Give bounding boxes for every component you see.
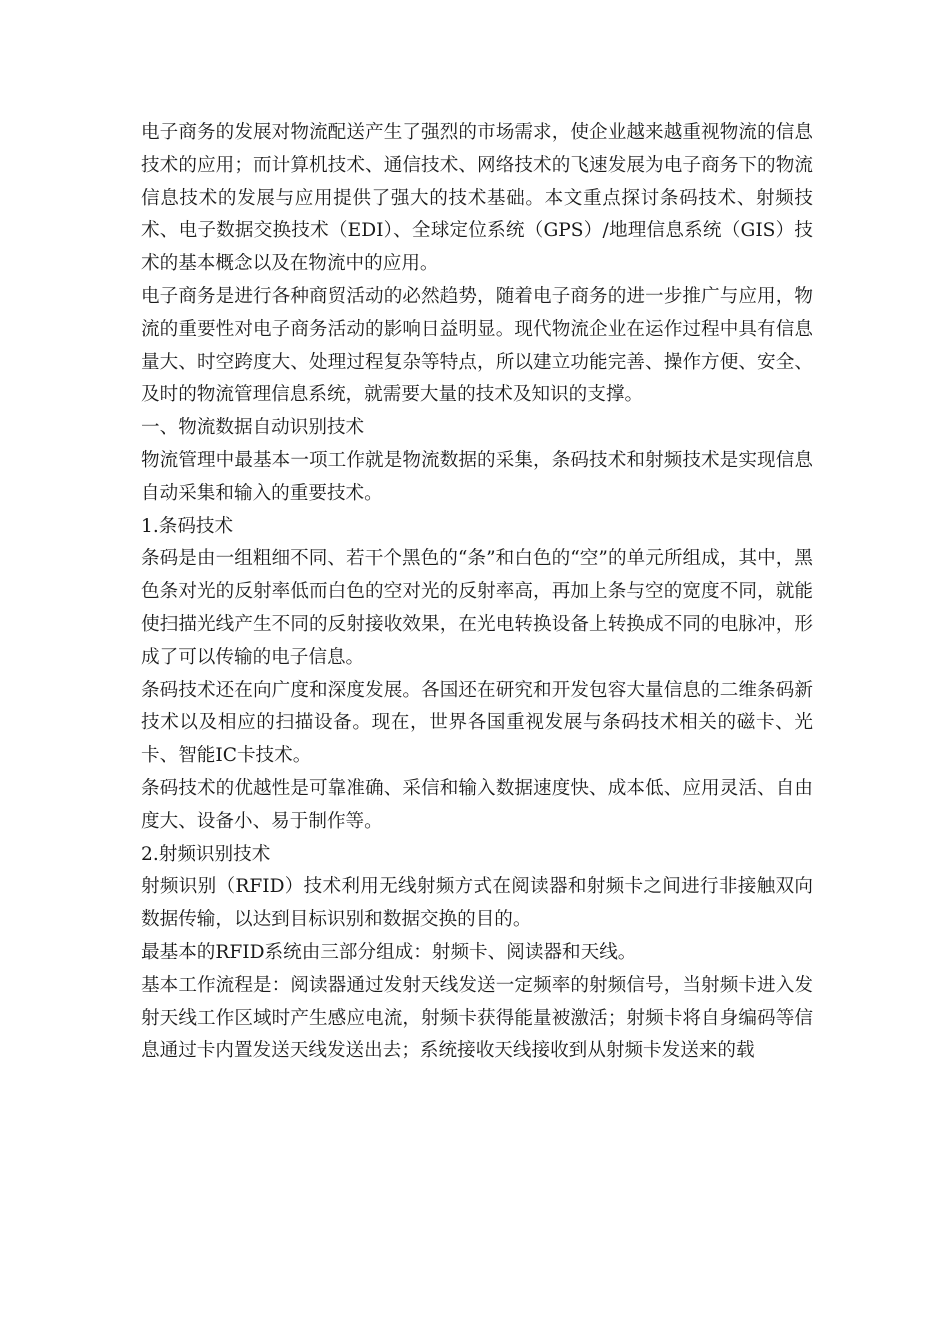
paragraph-rfid-components: 最基本的RFID系统由三部分组成：射频卡、阅读器和天线。 — [141, 941, 637, 963]
document-body — [141, 117, 813, 1068]
paragraph-barcode-development: 条码技术还在向广度和深度发展。各国还在研究和开发包容大量信息的二维条码新技术以及相应的扫描设备。现在，世界各国重视发展与条码技术相关的磁卡、光卡、智能IC卡技术。 — [141, 679, 813, 767]
paragraph-barcode-advantages: 条码技术的优越性是可靠准确、采信和输入数据速度快、成本低、应用灵活、自由度大、设备小、易于制作等。 — [141, 777, 813, 832]
subsection-heading-barcode: 1.条码技术 — [141, 515, 234, 537]
paragraph-intro: 电子商务的发展对物流配送产生了强烈的市场需求，使企业越来越重视物流的信息技术的应用；而计算机技术、通信技术、网络技术的飞速发展为电子商务下的物流信息技术的发展与应用提供了强大的技术基础。本文重点探讨条码技术、射频技术、电子数据交换技术（EDI）、全球定位系统（GPS）/地理信息系统（GIS）技术的基本概念以及在物流中的应用。 — [141, 122, 813, 275]
paragraph-rfid-definition: 射频识别（RFID）技术利用无线射频方式在阅读器和射频卡之间进行非接触双向数据传输，以达到目标识别和数据交换的目的。 — [141, 876, 813, 931]
paragraph-data-collection: 物流管理中最基本一项工作就是物流数据的采集，条码技术和射频技术是实现信息自动采集和输入的重要技术。 — [141, 449, 813, 504]
subsection-heading-rfid: 2.射频识别技术 — [141, 843, 271, 865]
paragraph-rfid-workflow: 基本工作流程是：阅读器通过发射天线发送一定频率的射频信号，当射频卡进入发射天线工作区域时产生感应电流，射频卡获得能量被激活；射频卡将自身编码等信息通过卡内置发送天线发送出去；系统接收天线接收到从射频卡发送来的载 — [141, 974, 813, 1062]
section-heading-auto-identification: 一、物流数据自动识别技术 — [141, 417, 365, 439]
paragraph-ecommerce-trend: 电子商务是进行各种商贸活动的必然趋势，随着电子商务的进一步推广与应用，物流的重要性对电子商务活动的影响日益明显。现代物流企业在运作过程中具有信息量大、时空跨度大、处理过程复杂等特点，所以建立功能完善、操作方便、安全、及时的物流管理信息系统，就需要大量的技术及知识的支撑。 — [141, 285, 813, 406]
paragraph-barcode-definition: 条码是由一组粗细不同、若干个黑色的“条”和白色的“空”的单元所组成，其中，黑色条对光的反射率低而白色的空对光的反射率高，再加上条与空的宽度不同，就能使扫描光线产生不同的反射接收效果，在光电转换设备上转换成不同的电脉冲，形成了可以传输的电子信息。 — [141, 548, 813, 668]
